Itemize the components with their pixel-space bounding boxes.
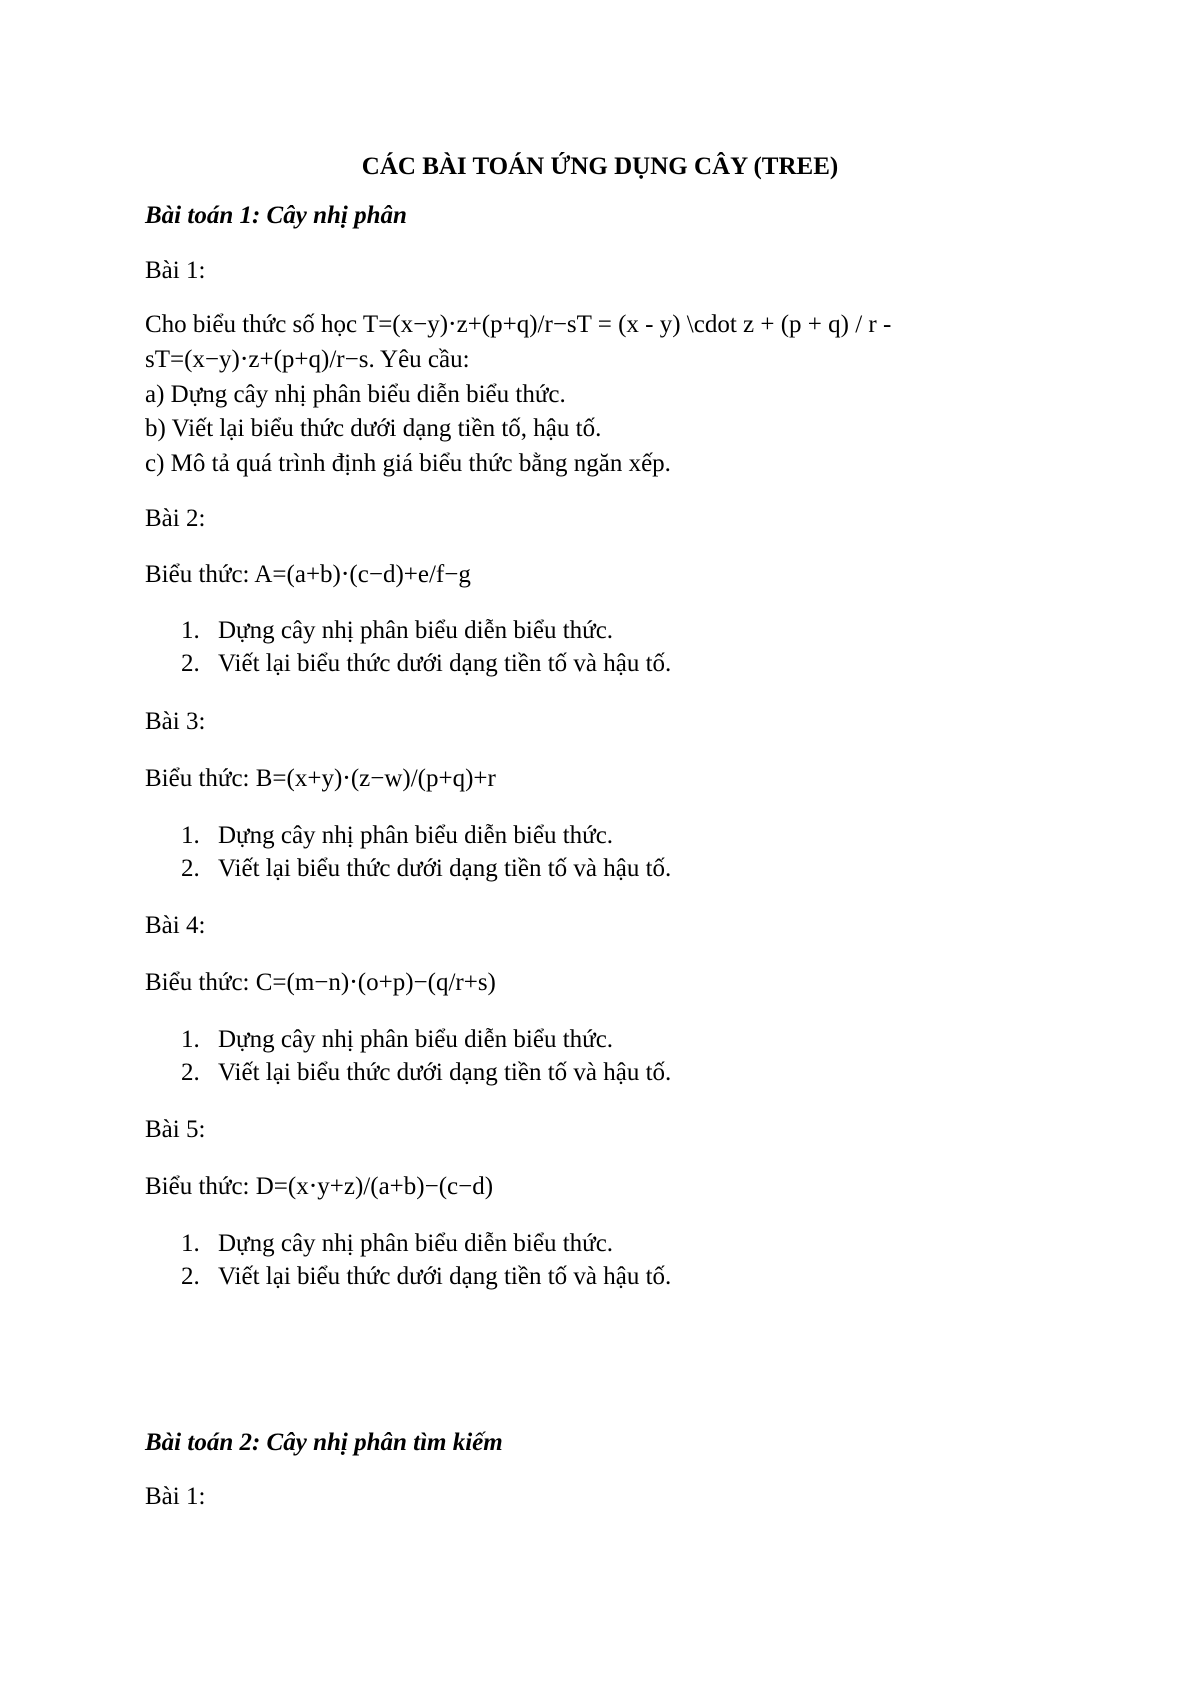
exercise-text-line: Cho biểu thức số học T=(x−y)⋅z+(p+q)/r−sT = (x - y) \cdot z + (p + q) / r - [145,311,892,338]
expression-text: Biểu thức: C=(m−n)⋅(o+p)−(q/r+s) [145,969,496,996]
list-item: Dựng cây nhị phân biểu diễn biểu thức. [218,617,614,644]
section-heading-binary-search-tree: Bài toán 2: Cây nhị phân tìm kiếm [145,1429,503,1456]
page-title: CÁC BÀI TOÁN ỨNG DỤNG CÂY (TREE) [361,153,839,180]
list-item: Viết lại biểu thức dưới dạng tiền tố và hậu tố. [218,855,672,882]
list-item: Viết lại biểu thức dưới dạng tiền tố và hậu tố. [218,1059,672,1086]
list-number: 1. [181,822,200,849]
list-number: 2. [181,650,200,677]
requirement-a: a) Dựng cây nhị phân biểu diễn biểu thức. [145,381,566,408]
list-item: Dựng cây nhị phân biểu diễn biểu thức. [218,1230,614,1257]
list-item: Viết lại biểu thức dưới dạng tiền tố và hậu tố. [218,650,672,677]
requirement-b: b) Viết lại biểu thức dưới dạng tiền tố, hậu tố. [145,415,602,442]
exercise-label: Bài 1: [145,257,206,284]
expression-text: Biểu thức: A=(a+b)⋅(c−d)+e/f−g [145,561,471,588]
list-number: 1. [181,1026,200,1053]
exercise-label: Bài 1: [145,1483,206,1510]
list-number: 1. [181,617,200,644]
exercise-label: Bài 3: [145,708,206,735]
list-item: Viết lại biểu thức dưới dạng tiền tố và hậu tố. [218,1263,672,1290]
requirement-c: c) Mô tả quá trình định giá biểu thức bằng ngăn xếp. [145,450,671,477]
list-number: 2. [181,855,200,882]
expression-text: Biểu thức: D=(x⋅y+z)/(a+b)−(c−d) [145,1173,494,1200]
list-item: Dựng cây nhị phân biểu diễn biểu thức. [218,822,614,849]
expression-text: Biểu thức: B=(x+y)⋅(z−w)/(p+q)+r [145,765,496,792]
list-number: 2. [181,1263,200,1290]
section-heading-binary-tree: Bài toán 1: Cây nhị phân [145,202,407,229]
list-number: 1. [181,1230,200,1257]
exercise-label: Bài 2: [145,505,206,532]
exercise-label: Bài 4: [145,912,206,939]
exercise-text-line: sT=(x−y)⋅z+(p+q)/r−s. Yêu cầu: [145,346,470,373]
exercise-label: Bài 5: [145,1116,206,1143]
list-number: 2. [181,1059,200,1086]
list-item: Dựng cây nhị phân biểu diễn biểu thức. [218,1026,614,1053]
